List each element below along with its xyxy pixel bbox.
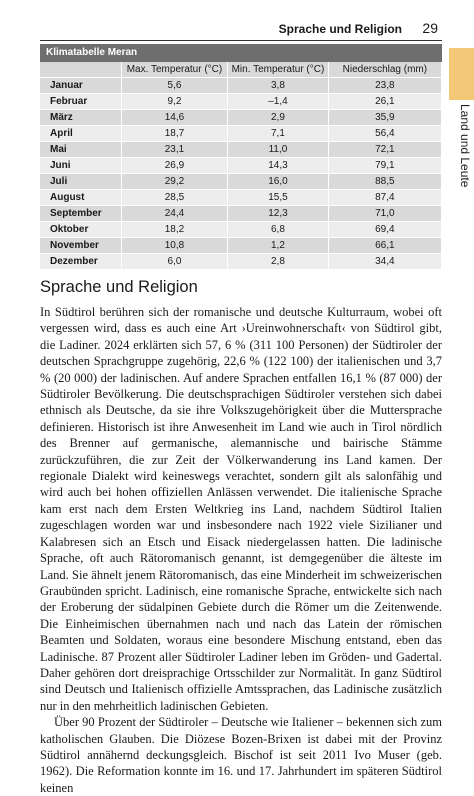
month-cell: März — [40, 110, 121, 126]
value-cell: 9,2 — [121, 94, 227, 110]
value-cell: 18,2 — [121, 222, 227, 238]
month-cell: Oktober — [40, 222, 121, 238]
value-cell: 3,8 — [228, 78, 329, 94]
table-row — [40, 78, 442, 94]
value-cell: 24,4 — [121, 206, 227, 222]
month-cell: Juni — [40, 158, 121, 174]
value-cell: 88,5 — [328, 174, 441, 190]
table-body — [40, 78, 442, 270]
value-cell: 14,6 — [121, 110, 227, 126]
value-cell: 69,4 — [328, 222, 441, 238]
table-row — [40, 142, 442, 158]
value-cell: 15,5 — [228, 190, 329, 206]
month-cell: August — [40, 190, 121, 206]
running-header-title: Sprache und Religion — [278, 22, 402, 36]
month-cell: Februar — [40, 94, 121, 110]
value-cell: 7,1 — [228, 126, 329, 142]
value-cell: 72,1 — [328, 142, 441, 158]
month-cell: November — [40, 238, 121, 254]
value-cell: 26,9 — [121, 158, 227, 174]
value-cell: 29,2 — [121, 174, 227, 190]
value-cell: 26,1 — [328, 94, 441, 110]
month-cell: Januar — [40, 78, 121, 94]
month-cell: Dezember — [40, 254, 121, 270]
value-cell: 34,4 — [328, 254, 441, 270]
page-number: 29 — [422, 20, 438, 36]
value-cell: 6,0 — [121, 254, 227, 270]
table-row — [40, 174, 442, 190]
value-cell: 16,0 — [228, 174, 329, 190]
value-cell: 10,8 — [121, 238, 227, 254]
value-cell: 56,4 — [328, 126, 441, 142]
chapter-side-label: Land und Leute — [458, 104, 472, 188]
value-cell: 66,1 — [328, 238, 441, 254]
page-header — [40, 18, 442, 40]
table-row — [40, 222, 442, 238]
table-header-cell: Max. Temperatur (°C) — [121, 62, 227, 78]
month-cell: September — [40, 206, 121, 222]
table-row — [40, 94, 442, 110]
climate-table — [40, 44, 442, 270]
table-header-cell — [40, 62, 121, 78]
body-text — [40, 304, 442, 796]
month-cell: Juli — [40, 174, 121, 190]
table-row — [40, 238, 442, 254]
month-cell: April — [40, 126, 121, 142]
value-cell: 2,8 — [228, 254, 329, 270]
value-cell: 5,6 — [121, 78, 227, 94]
value-cell: 23,1 — [121, 142, 227, 158]
value-cell: 11,0 — [228, 142, 329, 158]
value-cell: –1,4 — [228, 94, 329, 110]
section-heading: Sprache und Religion — [40, 278, 198, 296]
table-row — [40, 158, 442, 174]
body-paragraph: Über 90 Prozent der Südtiroler – Deutsche wie Italiener – bekennen sich zum katholischen Glauben. Die Diözese Bozen-Brixen ist dabei mit der Provinz Südtirol annähernd deckungsgleich. Bischof ist seit 2011 Ivo Muser (geb. 1962). Die Reformation konnte im 16. und 17. Jahrhundert im späteren Südtirol keinen — [40, 715, 442, 795]
value-cell: 14,3 — [228, 158, 329, 174]
month-cell: Mai — [40, 142, 121, 158]
table-row — [40, 190, 442, 206]
header-rule — [40, 40, 442, 41]
value-cell: 12,3 — [228, 206, 329, 222]
table-row — [40, 126, 442, 142]
value-cell: 28,5 — [121, 190, 227, 206]
value-cell: 87,4 — [328, 190, 441, 206]
value-cell: 6,8 — [228, 222, 329, 238]
value-cell: 23,8 — [328, 78, 441, 94]
table-header-cell: Min. Temperatur (°C) — [228, 62, 329, 78]
table-row — [40, 110, 442, 126]
value-cell: 35,9 — [328, 110, 441, 126]
value-cell: 79,1 — [328, 158, 441, 174]
table-header-cell: Niederschlag (mm) — [328, 62, 441, 78]
value-cell: 71,0 — [328, 206, 441, 222]
body-paragraph: In Südtirol berühren sich der romanische und deutsche Kulturraum, wobei oft vergessen wird, dass es auch eine Art ›Ureinwohnerschaft‹ von Südtirol gibt, die Ladiner. 2024 erklärten sich 57, 6 % (311 100 Personen) der Südtiroler der deutschen Sprachgruppe zugehörig, 22,6 % (122 100) der italienischen und 3,7 % (20 000) der ladinischen. Auf andere Sprachen entfallen 16,1 % (87 000) der Südtiroler Bevölkerung. Die deutschsprachigen Südtiroler verstehen sich dabei ethnisch als Deutsche, da sie ihre Volkszugehörigkeit über die Muttersprache definieren. Historisch ist ihre Anwesenheit im Land wie auch in Tirol nördlich des Brenner auf germanische, alemannische und bairische Stämme zurückzuführen, die zur Zeit der Völkerwanderung ins Land kamen. Der regionale Dialekt wird keineswegs verachtet, sondern gilt als salonfähig und wird auch bei hohen offiziellen Anlässen verwendet. Die italienische Sprache kam erst nach dem Ersten Weltkrieg ins Land, nachdem Südtirol Italien zugeschlagen worden war und insbesondere nach 1922 viele Sizilianer und Kalabresen sich an Etsch und Eisack niedergelassen hatten. Die ladinische Sprache, oft auch Rätoromanisch genannt, ist demgegenüber die älteste im Land. Sie ähnelt jenem Rätoromanisch, das eine Minderheit im schweizerischen Graubünden spricht. Ladinisch, eine romanische Sprache, entwickelte sich nach der Eroberung der südalpinen Gebiete durch die Römer um die Zeitenwende. Die Einheimischen übernahmen nach und nach das Latein der römischen Beamten und Soldaten, woraus eine besondere Mischung entstand, eben das Ladinische. 87 Prozent aller Südtiroler Ladiner leben im Gröden- und Gadertal. Daher gehören dort dreisprachige Ortsschilder zur Normalität. In ganz Südtirol sind Deutsch und Italienisch offizielle Amtssprachen, das Ladinische zusätzlich nur in den mehrheitlich ladinischen Gebieten. — [40, 305, 442, 713]
value-cell: 2,9 — [228, 110, 329, 126]
value-cell: 18,7 — [121, 126, 227, 142]
table-header-row — [40, 62, 442, 78]
chapter-tab-marker — [449, 48, 474, 100]
table-caption: Klimatabelle Meran — [40, 44, 442, 62]
table-row — [40, 206, 442, 222]
table-row — [40, 254, 442, 270]
value-cell: 1,2 — [228, 238, 329, 254]
